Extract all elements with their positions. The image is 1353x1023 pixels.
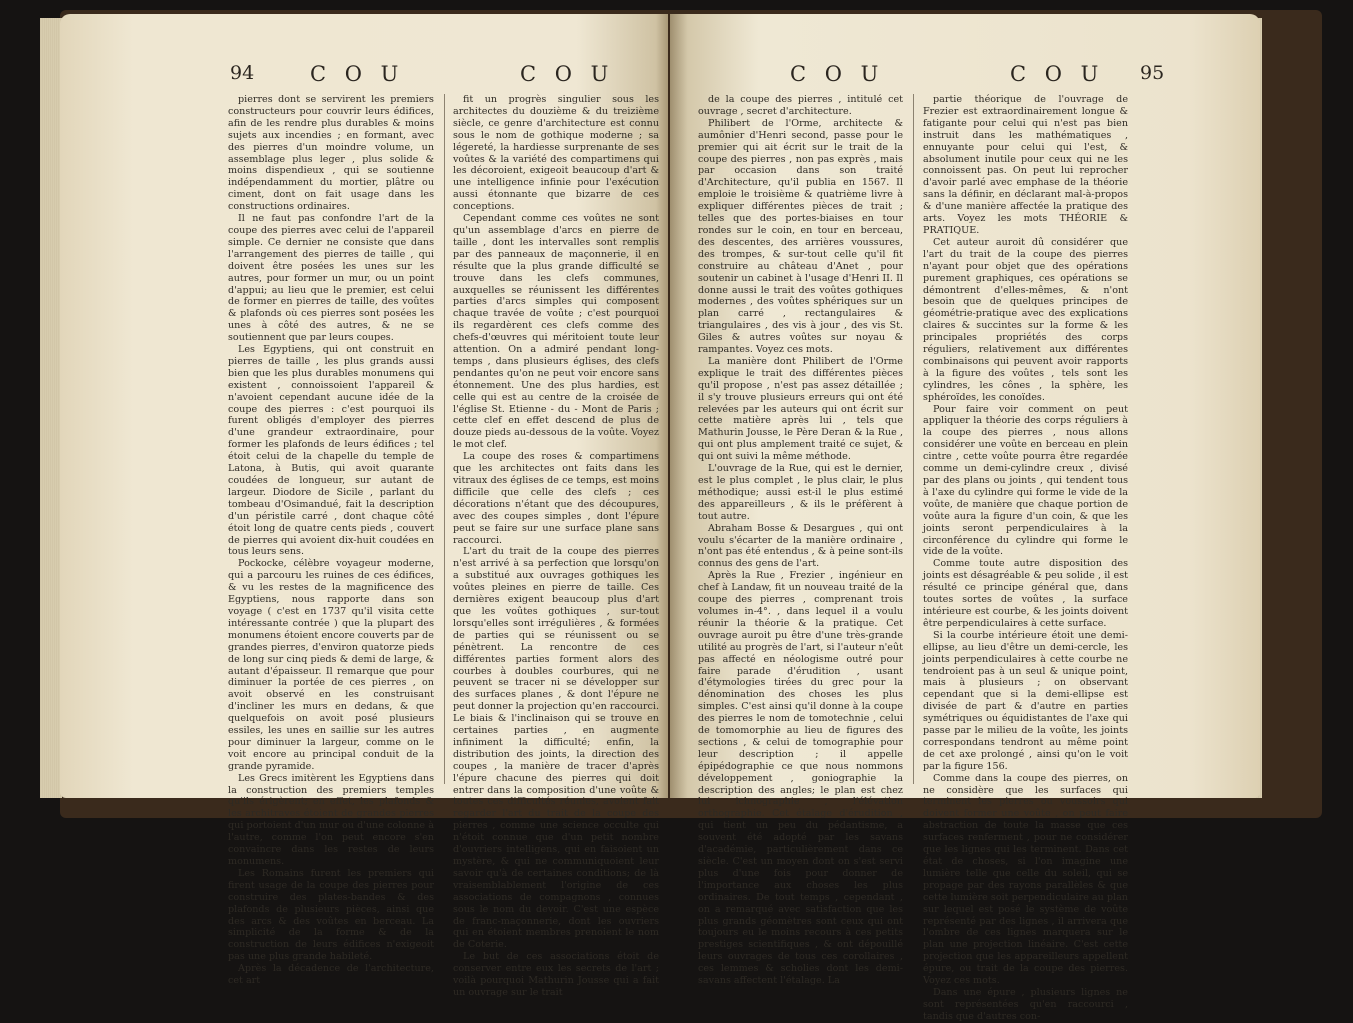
paragraph: Le but de ces associations étoit de conserver entre eux les secrets de l'art ; voilà pourquoi Mathurin Jousse qui a fait un ouvrage sur le trait [453, 951, 659, 998]
paragraph: Cependant comme ces voûtes ne sont qu'un assemblage d'arcs en pierre de taille , dont les intervalles sont remplis par des panneaux de maçonnerie, il en résulte que la plus grande difficulté se trouve dans les clefs communes, auxquelles se réunissent les différentes parties d'arcs simples qui composent chaque travée de voûte ; c'est pourquoi ils regardèrent ces clefs comme des chefs-d'œuvres qui méritoient toute leur attention. On a admiré pendant long-temps , dans plusieurs églises, des clefs pendantes qu'on ne peut voir encore sans étonnement. Une des plus hardies, est celle qui est au centre de la croisée de l'église St. Etienne - du - Mont de Paris ; cette clef en effet descend de plus de douze pieds au-dessous de la voûte. Voyez le mot clef. [453, 213, 659, 451]
paragraph: Abraham Bosse & Desargues , qui ont voulu s'écarter de la manière ordinaire , n'ont pas été entendus , & à peine sont-ils connus des gens de l'art. [698, 522, 903, 570]
paragraph: L'ouvrage de la Rue, qui est le dernier, est le plus complet , le plus clair, le plus méthodique; aussi est-il le plus estimé des appareilleurs , & ils le préfèrent à tout autre. [698, 463, 903, 522]
column-rule [913, 94, 914, 784]
page-number: 95 [1140, 62, 1165, 84]
paragraph: partie théorique de l'ouvrage de Frezier est extraordinairement longue & fatigante pour celui qui n'est pas bien instruit dans les mathématiques , ennuyante pour celui qui l'est, & absolument inutile pour ceux qui ne les connoissent pas. On peut lui reprocher d'avoir parlé avec emphase de la théorie sans la définir, en déclarant mal-à-propos & d'une manière affectée la pratique des arts. Voyez les mots THÉORIE & PRATIQUE. [923, 94, 1128, 236]
paragraph: Les Romains furent les premiers qui firent usage de la coupe des pierres pour construire des plates-bandes & des plafonds de plusieurs pièces, ainsi que des arcs & des voûtes en berceau. La simplicité de la forme & de la construction de leurs édifices n'exigeoit pas une plus grande habileté. [228, 867, 434, 963]
text-column-2 [453, 94, 659, 998]
page-number: 94 [230, 62, 255, 84]
column-rule [444, 94, 445, 784]
headword: C O U [520, 62, 615, 86]
paragraph: Dans une épure , plusieurs lignes ne sont représentées qu'en raccourci , tandis que d'autres con- [923, 986, 1128, 1022]
paragraph: Les Grecs imitèrent les Egyptiens dans la construction des premiers temples qu'ils érigèrent; en effet, les plafonds & les architraves étoient de grandes pierres qui portoient d'un mur ou d'une colonne à l'autre, comme l'on peut encore s'en convaincre dans les restes de leurs monumens. [228, 772, 434, 867]
left-running-head [60, 62, 668, 92]
paragraph: La coupe des roses & compartimens que les architectes ont faits dans les vitraux des églises de ce temps, est moins difficile que celle des clefs ; ces décorations n'étant que des découpures, avec des coupes simples , dont l'épure peut se faire sur une surface plane sans raccourci. [453, 451, 659, 546]
paragraph: fit un progrès singulier sous les architectes du douzième & du treizième siècle, ce genre d'architecture est connu sous le nom de gothique moderne ; sa légereté, la hardiesse surprenante de ses voûtes & la variété des compartimens qui les décoroient, exigeoit beaucoup d'art & une intelligence infinie pour l'exécution aussi étonnante que bizarre de ces conceptions. [453, 94, 659, 213]
headword: C O U [310, 62, 405, 86]
paragraph: Après la décadence de l'architecture, cet art [228, 963, 434, 987]
text-column-1 [698, 94, 904, 987]
paragraph: Comme toute autre disposition des joints est désagréable & peu solide , il est résulté ce principe général que, dans toutes sortes de voûtes , la surface intérieure est courbe, & les joints doivent être perpendiculaires à cette surface. [923, 558, 1128, 629]
text-column-2 [923, 94, 1128, 1022]
paragraph: La manière dont Philibert de l'Orme explique le trait des différentes pièces qu'il propose , n'est pas assez détaillée ; il s'y trouve plusieurs erreurs qui ont été relevées par les auteurs qui ont écrit sur cette matière après lui , tels que Mathurin Jousse, le Père Deran & la Rue , qui ont plus amplement traité ce sujet, & qui ont suivi la même méthode. [698, 355, 903, 463]
paragraph: Si la courbe intérieure étoit une demi-ellipse, au lieu d'être un demi-cercle, les joints perpendiculaires à cette courbe ne tendroient pas à un seul & unique point, mais à plusieurs ; on observant cependant que si la demi-ellipse est divisée de part & d'autre en parties symétriques ou équidistantes de l'axe qui passe par le milieu de la voûte, les joints correspondans tendront au même point de cet axe prolongé , ainsi qu'on le voit par la figure 156. [923, 629, 1128, 772]
paragraph: Comme dans la coupe des pierres, on ne considère que les surfaces qui terminent les pierres ou voussoirs qui doivent former une voûte , on peut faire abstraction de toute la masse que ces surfaces renferment , pour ne considérer que les lignes qui les terminent. Dans cet état de choses, si l'on imagine une lumière telle que celle du soleil, qui se propage par des rayons parallèles & que cette lumière soit perpendiculaire au plan sur lequel est posé le système de voûte représenté par des lignes , il arrivera que l'ombre de ces lignes marquera sur le plan une projection linéaire. C'est cette projection que les appareilleurs appellent épure, ou trait de la coupe des pierres. Voyez ces mots. [923, 772, 1128, 987]
paragraph: Il ne faut pas confondre l'art de la coupe des pierres avec celui de l'appareil simple. Ce dernier ne consiste que dans l'arrangement des pierres de taille , qui doivent être posées les unes sur les autres, pour former un mur, ou un point d'appui; au lieu que le premier, est celui de former en pierres de taille, des voûtes & plafonds où ces pierres sont posées les unes à côté des autres, & ne se soutiennent que par leurs coupes. [228, 213, 434, 344]
paragraph: Pockocke, célèbre voyageur moderne, qui a parcouru les ruines de ces édifices, & vu les restes de la magnificence des Egyptiens, nous rapporte dans son voyage ( c'est en 1737 qu'il visita cette intéressante contrée ) que la plupart des monumens étoient encore couverts par de grandes pierres, d'environ quatorze pieds de long sur cinq pieds & demi de large, & autant d'épaisseur. Il remarque que pour diminuer la portée de ces pierres , on avoit observé en les construisant d'incliner les murs en dedans, & que quelquefois on avoit posé plusieurs essiles, les unes en saillie sur les autres pour diminuer la largeur, comme on le voit encore au principal conduit de la grande pyramide. [228, 558, 434, 772]
paragraph: Les Egyptiens, qui ont construit en pierres de taille , les plus grands aussi bien que les plus durables monumens qui existent , connoissoient l'appareil & n'avoient cependant aucune idée de la coupe des pierres : c'est pourquoi ils furent obligés d'employer des pierres d'une grandeur extraordinaire, pour former les plafonds de leurs édifices ; tel étoit celui de la chapelle du temple de Latona, à Butis, qui avoit quarante coudées de longueur, sur autant de largeur. Diodore de Sicile , parlant du tombeau d'Osimandué, fait la description d'un péristile carré , dont chaque côté étoit long de quatre cents pieds , couvert de pierres qui avoient dix-huit coudées en tous leurs sens. [228, 344, 434, 558]
paragraph: Pour faire voir comment on peut appliquer la théorie des corps réguliers à la coupe des pierres , nous allons considérer une voûte en berceau en plein cintre , cette voûte pourra être regardée comme un demi-cylindre creux , divisé par des plans ou joints , qui tendent tous à l'axe du cylindre qui forme le vide de la voûte, de manière que chaque portion de voûte aura la figure d'un coin, & que les joints seront perpendiculaires à la circonférence du cylindre qui forme le vide de la voûte. [923, 403, 1128, 558]
paragraph: Philibert de l'Orme, architecte & aumônier d'Henri second, passe pour le premier qui ait écrit sur le trait de la coupe des pierres , non pas exprès , mais par occasion dans son traité d'Architecture, qu'il publia en 1567. Il emploie le troisième & quatrième livre à expliquer différentes pièces de trait ; telles que des portes-biaises en tour rondes sur le coin, en tour en berceau, des descentes, des arrières voussures, des trompes, & sur-tout celle qu'il fit construire au château d'Anet , pour soutenir un cabinet à l'usage d'Henri II. Il donne aussi le trait des voûtes gothiques modernes , des voûtes sphériques sur un plan carré , rectangulaires & triangulaires , des vis à jour , des vis St. Giles & autres voûtes sur noyau & rampantes. Voyez ces mots. [698, 117, 903, 356]
paragraph: de la coupe des pierres , intitulé cet ouvrage , secret d'architecture. [698, 94, 903, 117]
headword: C O U [1010, 62, 1105, 86]
left-page [60, 14, 668, 998]
left-page-edges [40, 18, 62, 798]
paragraph: pierres dont se servirent les premiers constructeurs pour couvrir leurs édifices, afin de les rendre plus durables & moins sujets aux incendies ; en formant, avec des pierres d'un moindre volume, un assemblage plus leger , plus solide & moins dispendieux , qui se soutienne indépendamment du mortier, plâtre ou ciment, dont on fait usage dans les constructions ordinaires. [228, 94, 434, 213]
paragraph: Après la Rue , Frezier , ingénieur en chef à Landaw, fit un nouveau traité de la coupe des pierres , comprenant trois volumes in-4°. , dans lequel il a voulu réunir la théorie & la pratique. Cet ouvrage auroit pu être d'une très-grande utilité au progrès de l'art, si l'auteur n'eût pas affecté en néologisme outré pour faire parade d'érudition , usant d'étymologies tirées du grec pour la dénomination des choses les plus simples. C'est ainsi qu'il donne à la coupe des pierres le nom de tomotechnie , celui de tomomorphie au lieu de figures des sections , & celui de tomographie pour leur description ; il appelle épipédographie ce que nous nommons développement , goniographie la description des angles; le plan est chez lui ichnographie , l'élévation orthographie. Cet étalage d'érudition , qui tient un peu du pédantisme, a souvent été adopté par les savans d'académie, particulièrement dans ce siècle. C'est un moyen dont on s'est servi plus d'une fois pour donner de l'importance aux choses les plus ordinaires. De tout temps , cependant , on a remarqué avec satisfaction que les plus grands géomètres sont ceux qui ont toujours eu le moins recours à ces petits prestiges scientifiques , & ont dépouillé leurs ouvrages de tous ces corollaires , ces lemmes & scholies dont les demi-savans affectent l'étalage. La [698, 570, 904, 987]
text-column-1 [228, 94, 434, 987]
right-running-head [670, 62, 1260, 92]
paragraph: Cet auteur auroit dû considérer que l'art du trait de la coupe des pierres n'ayant pour objet que des opérations purement graphiques, ces opérations se démontrent d'elles-mêmes, & n'ont besoin que de quelques principes de géométrie-pratique avec des explications claires & succintes sur la forme & les principales propriétés des corps réguliers, relativement aux différentes combinaisons qui peuvent avoir rapports à la figure des voûtes , tels sont les cylindres, les cônes , la sphère, les sphéroïdes, les conoïdes. [923, 236, 1128, 403]
right-page [670, 14, 1260, 1022]
headword: C O U [790, 62, 885, 86]
paragraph: L'art du trait de la coupe des pierres n'est arrivé à sa perfection que lorsqu'on a substitué aux ouvrages gothiques les voûtes pleines en pierre de taille. Ces dernières exigent beaucoup plus d'art que les voûtes gothiques , sur-tout lorsqu'elles sont irrégulières , & formées de parties qui se réunissent ou se pénètrent. La rencontre de ces différentes parties forment alors des courbes à doubles courbures, qui ne peuvent se tracer ni se développer sur des surfaces planes , & dont l'épure ne peut donner la projection qu'en raccourci. Le biais & l'inclinaison qui se trouve en certaines parties , en augmente infiniment la difficulté; enfin, la distribution des joints, la direction des coupes , la manière de tracer d'après l'épure chacune des pierres qui doit entrer dans la composition d'une voûte & toutes ces difficultés réunies, avoient fait regarder l'art du trait de la coupe des pierres , comme une science occulte qui n'étoit connue que d'un petit nombre d'ouvriers intelligens, qui en faisoient un mystère, & qui ne communiquoient leur savoir qu'à de certaines conditions; de là vraisemblablement l'origine de ces associations de compagnons , connues sous le nom du devoir. C'est une espèce de franc-maçonnerie, dont les ouvriers qui en étoient membres prenoient le nom de Coterie. [453, 546, 659, 951]
